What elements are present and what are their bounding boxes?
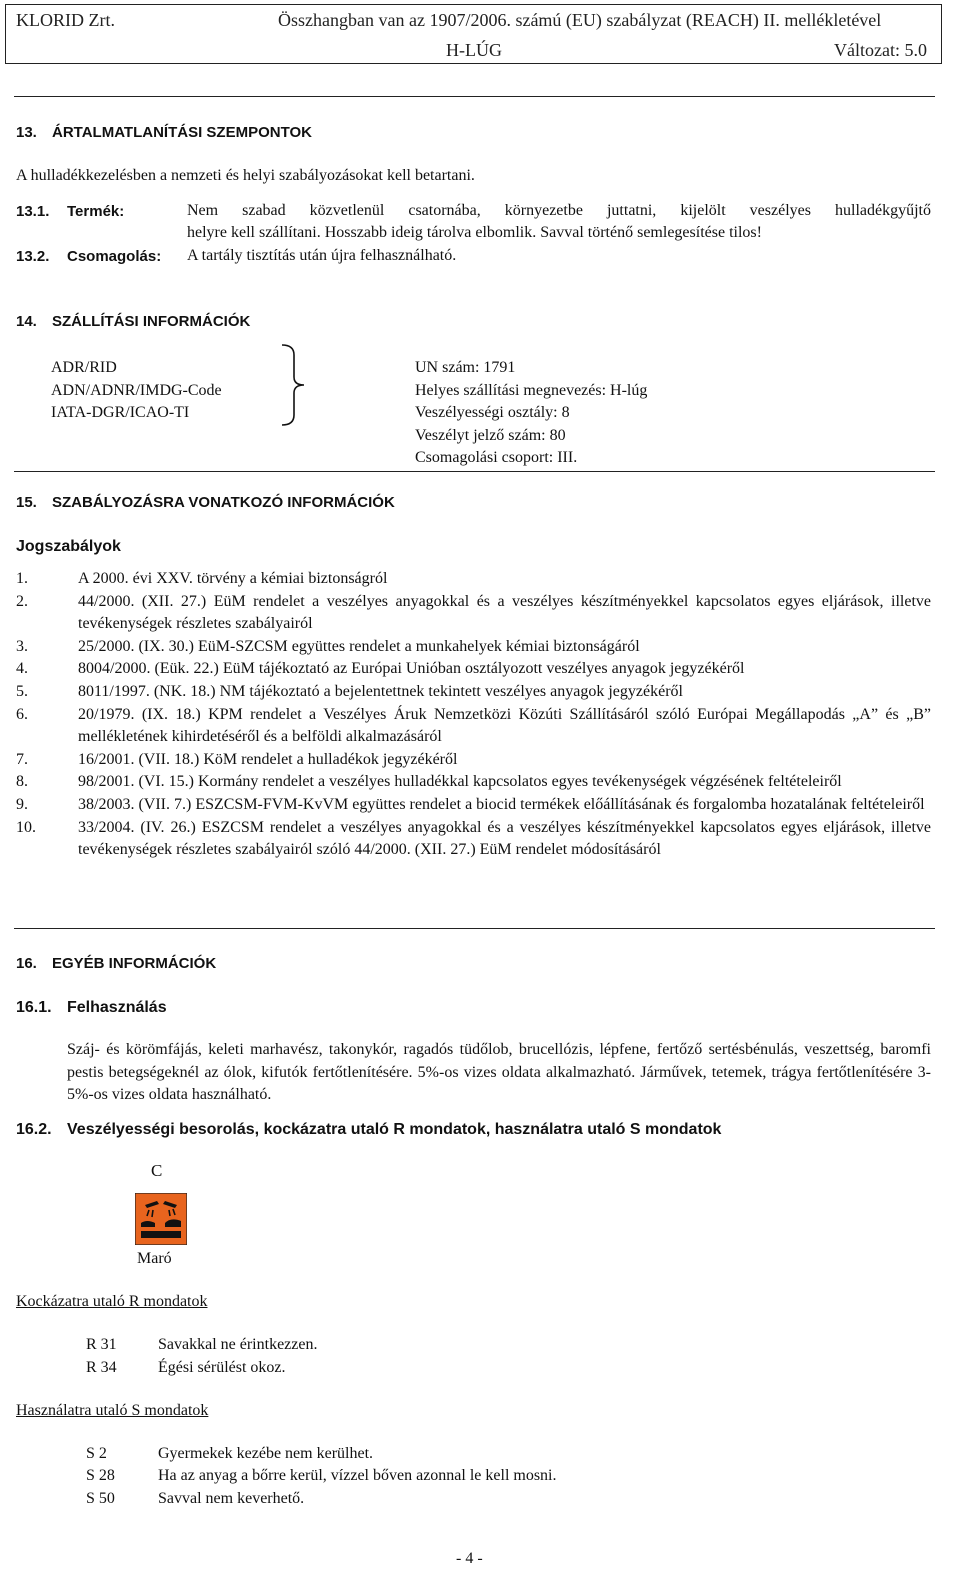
list-item: 4. 8004/2000. (Eük. 22.) EüM tájékoztató az Európai Unióban osztályozott veszélyes anyagok jegyzékéről [16,660,745,678]
r-phrases-title: Kockázatra utaló R mondatok [16,1293,208,1310]
legislation-subheading: Jogszabályok [16,538,121,555]
s-phrase-row: S 2 Gyermekek kezébe nem kerülhet. [86,1445,374,1462]
s16-2-number: 16.2. [16,1121,52,1138]
section-14-heading: 14. SZÁLLÍTÁSI INFORMÁCIÓK [16,313,251,330]
un-number: UN szám: 1791 [415,359,516,376]
transport-codes [51,357,222,425]
section-16-title: EGYÉB INFORMÁCIÓK [52,955,217,972]
transport-code-item: ADR/RID [51,359,117,376]
list-item: 5. 8011/1997. (NK. 18.) NM tájékoztató a bejelentettnek tekintett veszélyes anyagok jegyzékéről [16,682,683,700]
s-phrases-title: Használatra utaló S mondatok [16,1402,209,1419]
s16-1-title: Felhasználás [67,999,167,1016]
section-14-title: SZÁLLÍTÁSI INFORMÁCIÓK [52,313,251,330]
list-item: 2. 44/2000. (XII. 27.) EüM rendelet a veszélyes anyagokkal és a veszélyes készítményekkel kapcsolatos egyes eljárások, illetve tevékenységek részletes szabályairól [16,592,931,633]
list-item: 9. 38/2003. (VII. 7.) ESZCSM-FVM-KvVM együttes rendelet a biocid termékek előállításának és forgalomba hozatalának feltételeiről [16,795,925,813]
section-15-title: SZABÁLYOZÁSRA VONATKOZÓ INFORMÁCIÓK [52,494,395,511]
s16-2-title: Veszélyességi besorolás, kockázatra utaló R mondatok, használatra utaló S mondatok [67,1121,722,1138]
top-divider [14,96,935,97]
curly-brace-icon [278,343,308,427]
list-item: 6. 20/1979. (IX. 18.) KPM rendelet a Veszélyes Áruk Nemzetközi Közúti Szállításáról szóló Európai Megállapodás „A” és „B” mellékletének kihirdetéséről és a belföldi alkalmazásáról [16,705,931,746]
section-14-divider [14,471,935,472]
section-13-heading: 13. ÁRTALMATLANÍTÁSI SZEMPONTOK [16,124,312,141]
s-phrase-row: S 28 Ha az anyag a bőrre kerül, vízzel bőven azonnal le kell mosni. [86,1467,557,1484]
product-name: H-LÚG [446,40,502,60]
document-header [5,4,942,64]
s16-1-number: 16.1. [16,999,52,1016]
page-number: - 4 - [456,1550,483,1567]
s13-2-text: A tartály tisztítás után újra felhasználható. [187,247,457,264]
s13-1-line2: helyre kell szállítani. Hosszabb ideig tárolva elbomlik. Savval történő semlegesítése tilos! [187,224,762,241]
list-item: 3. 25/2000. (IX. 30.) EüM-SZCSM együttes rendelet a munkahelyek kémiai biztonságáról [16,637,640,655]
transport-code-item: ADN/ADNR/IMDG-Code [51,381,222,399]
list-item: 10. 33/2004. (IV. 26.) ESZCSM rendelet a veszélyes anyagokkal és a veszélyes készítményekkel kapcsolatos egyes eljárások, illetve tevékenységek részletes szabályairól szóló 44/2000. (XII. 27.) EüM rendelet módosításáról [16,818,931,859]
section-13-intro: A hulladékkezelésben a nemzeti és helyi szabályozásokat kell betartani. [16,167,475,184]
r-phrase-row: R 34 Égési sérülést okoz. [86,1359,286,1376]
section-15-heading: 15. SZABÁLYOZÁSRA VONATKOZÓ INFORMÁCIÓK [16,494,395,511]
shipping-name: Helyes szállítási megnevezés: H-lúg [415,381,648,399]
hazard-symbol-label: Maró [137,1250,172,1267]
list-item: 1. A 2000. évi XXV. törvény a kémiai biztonságról [16,570,388,587]
section-16-heading: 16. EGYÉB INFORMÁCIÓK [16,955,217,972]
s-phrase-row: S 50 Savval nem keverhető. [86,1490,305,1507]
hazard-symbol-letter: C [151,1161,163,1180]
usage-paragraph: Száj- és körömfájás, keleti marhavész, takonykór, ragadós tüdőlob, brucellózis, lépfene, fertőző sertésbénulás, veszettség, baromfi pestis betegségeknél az ólok, kifutók fertőtlenítésére. 5%-os vizes oldata alkalmazható. Járművek, tetemek, trágya fertőtlenítésére 3-5%-os vizes oldata használható. [67,1041,931,1103]
corrosive-hazard-icon [135,1193,187,1245]
packing-group: Csomagolási csoport: III. [415,449,578,467]
s13-1-label: Termék: [67,203,125,220]
section-15-divider [14,928,935,929]
version-label: Változat: 5.0 [834,40,927,60]
list-item: 8. 98/2001. (VI. 15.) Kormány rendelet a veszélyes hulladékkal kapcsolatos egyes tevékenységek végzésének feltételeiről [16,773,842,791]
s13-1-line1: Nem szabad közvetlenül csatornába, környezetbe juttatni, kijelölt veszélyes hulladékgyűjtő [187,202,931,219]
hazard-class: Veszélyességi osztály: 8 [415,404,570,422]
company-name: KLORID Zrt. [16,10,115,30]
r-phrase-row: R 31 Savakkal ne érintkezzen. [86,1336,318,1353]
regulation-note: Összhangban van az 1907/2006. számú (EU) szabályzat (REACH) II. mellékletével [278,10,882,30]
hazard-id-number: Veszélyt jelző szám: 80 [415,426,566,444]
s13-2-number: 13.2. [16,248,50,265]
transport-details [415,357,647,470]
list-item: 7. 16/2001. (VII. 18.) KöM rendelet a hulladékok jegyzékéről [16,750,458,768]
legislation-list [16,568,931,862]
transport-code-item: IATA-DGR/ICAO-TI [51,404,190,422]
section-13-title: ÁRTALMATLANÍTÁSI SZEMPONTOK [52,124,312,141]
s13-1-number: 13.1. [16,203,50,220]
s13-2-label: Csomagolás: [67,248,162,265]
